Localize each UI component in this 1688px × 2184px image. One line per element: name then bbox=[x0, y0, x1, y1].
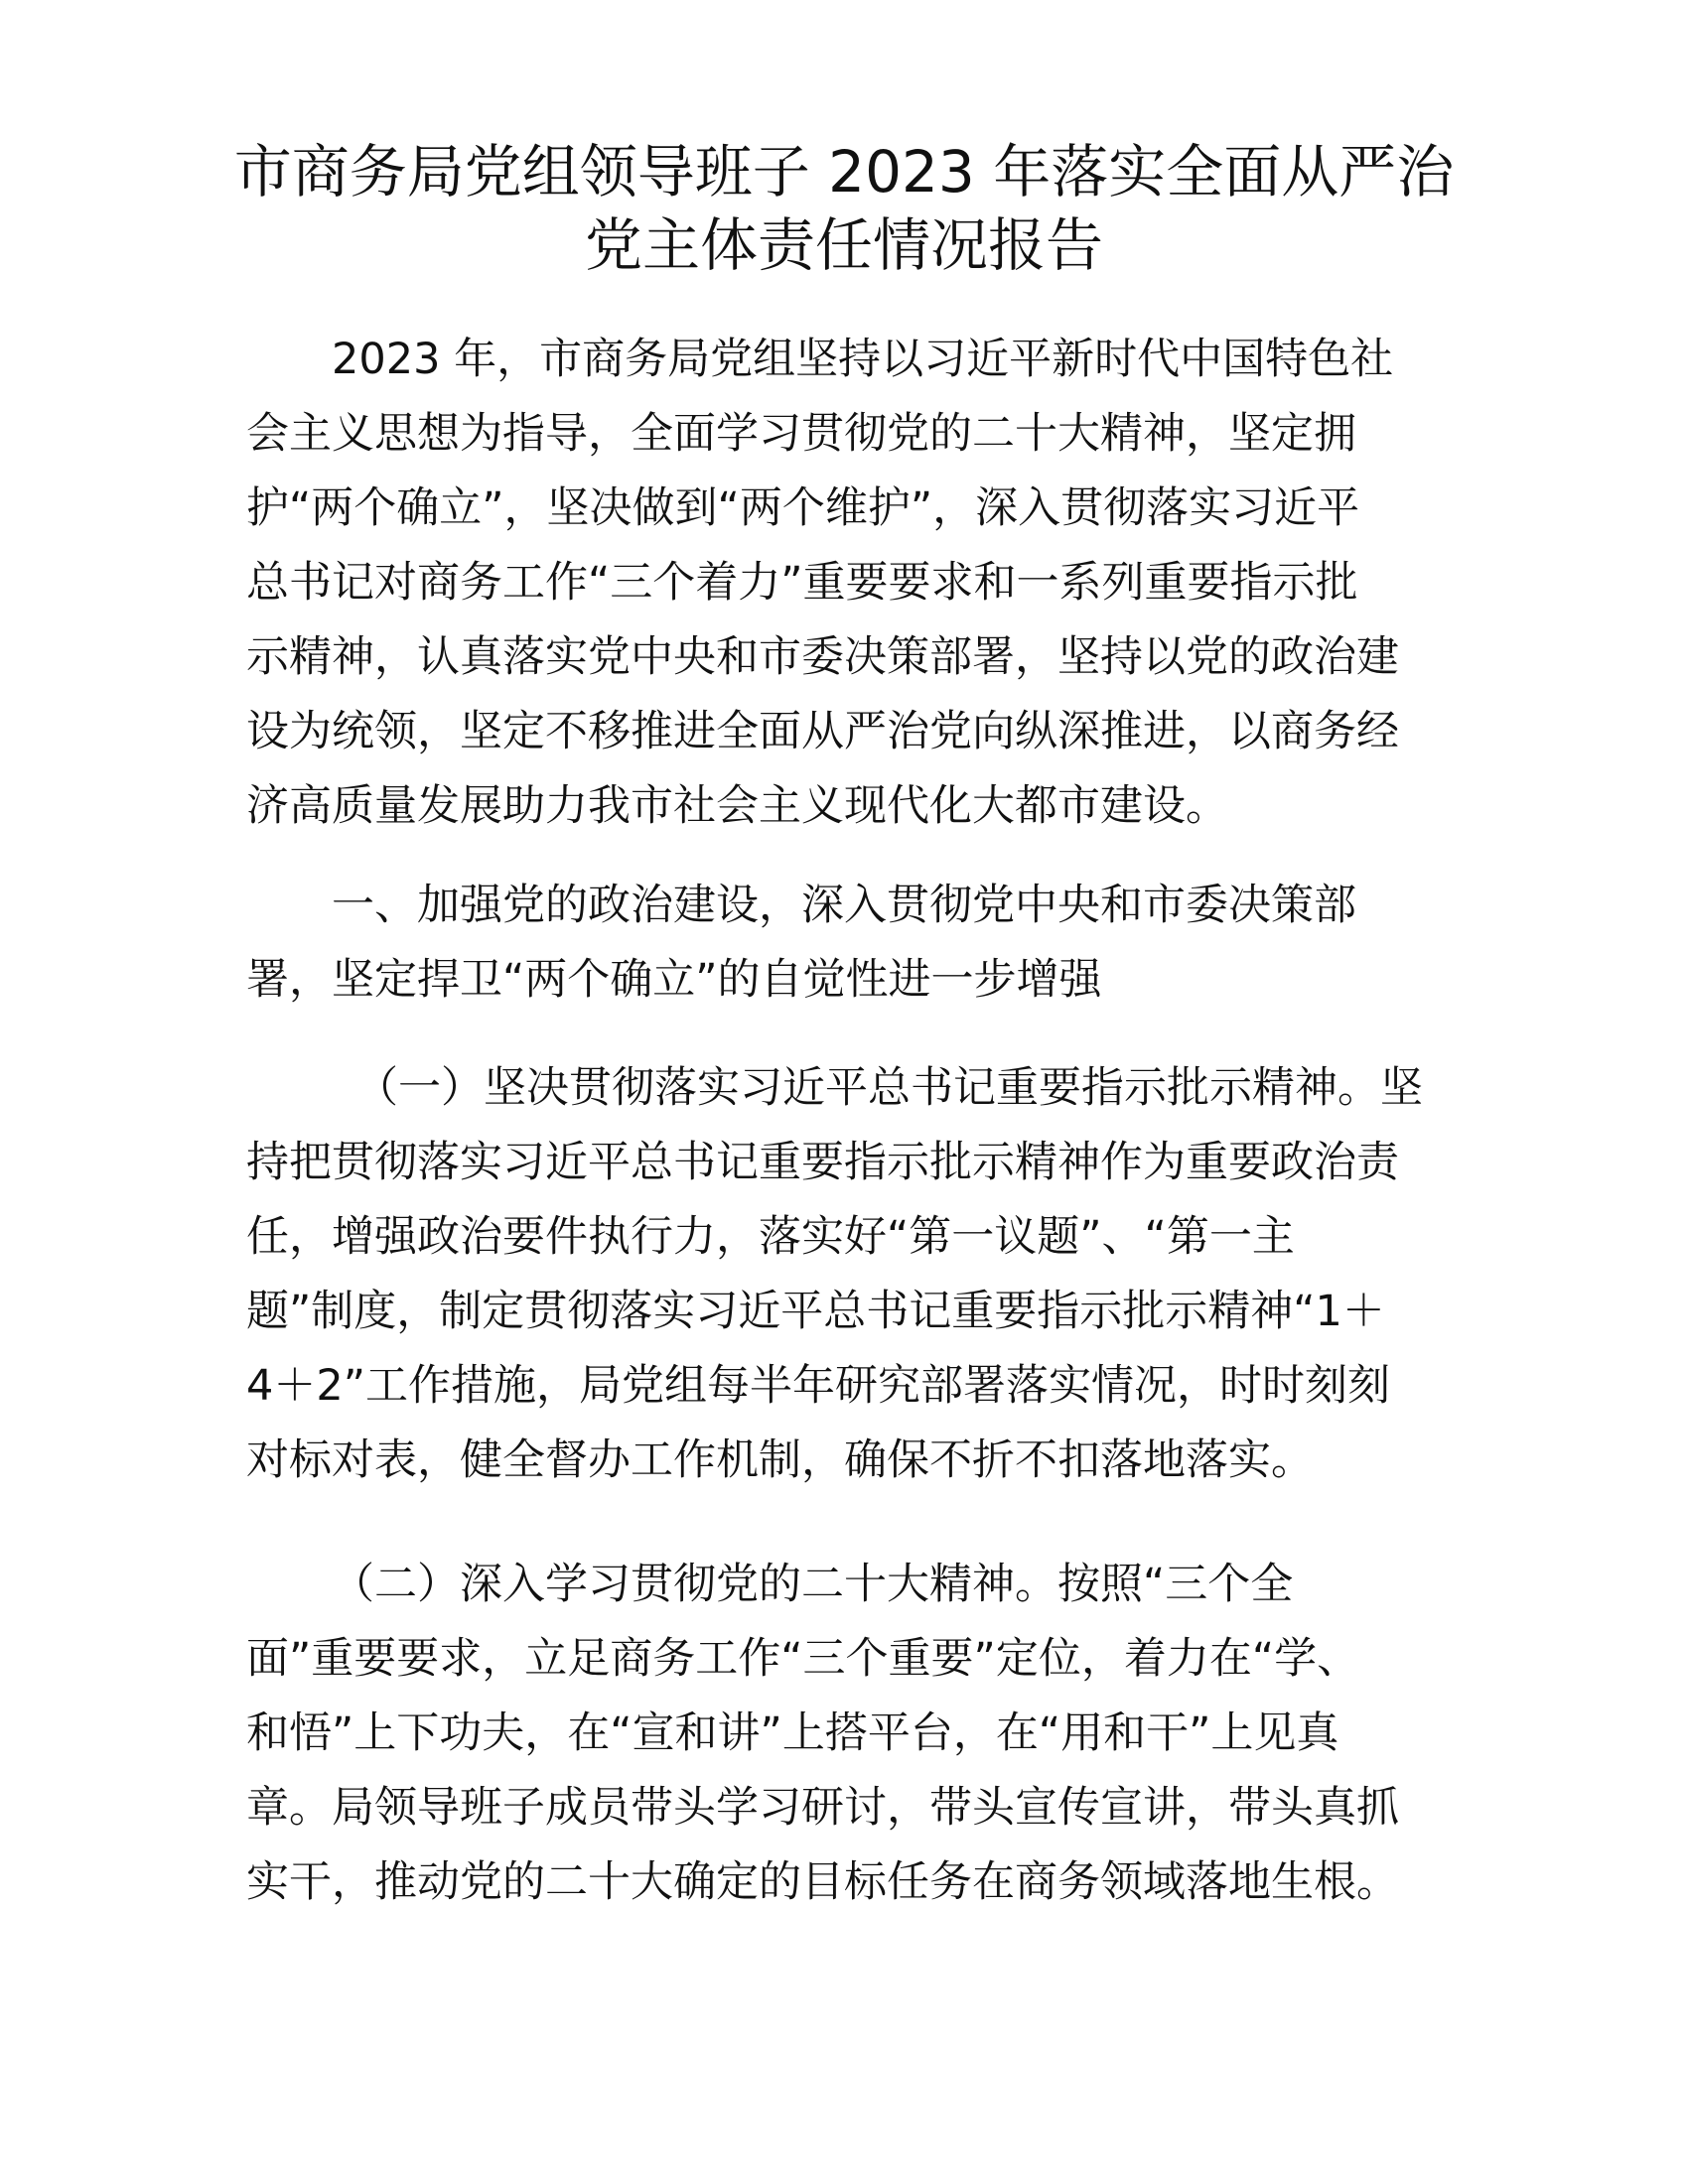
subsection-1-line-4: 题”制度，制定贯彻落实习近平总书记重要指示批示精神“1＋ bbox=[246, 1287, 1385, 1336]
section-1-heading-line-2: 署，坚定捍卫“两个确立”的自觉性进一步增强 bbox=[246, 955, 1102, 1005]
paragraph-1-line-4: 总书记对商务工作“三个着力”重要要求和一系列重要指示批 bbox=[246, 558, 1358, 608]
paragraph-1-line-6: 设为统领，坚定不移推进全面从严治党向纵深推进，以商务经 bbox=[246, 707, 1399, 756]
paragraph-1-line-5: 示精神，认真落实党中央和市委决策部署，坚持以党的政治建 bbox=[246, 632, 1399, 682]
subsection-2-line-2: 面”重要要求，立足商务工作“三个重要”定位，着力在“学、 bbox=[246, 1634, 1360, 1684]
subsection-1-line-3: 任，增强政治要件执行力，落实好“第一议题”、“第一主 bbox=[246, 1212, 1295, 1262]
paragraph-1-line-3: 护“两个确立”，坚决做到“两个维护”，深入贯彻落实习近平 bbox=[246, 483, 1360, 533]
document-title-line-2: 党主体责任情况报告 bbox=[584, 211, 1103, 279]
section-1-heading-line-1: 一、加强党的政治建设，深入贯彻党中央和市委决策部 bbox=[332, 881, 1356, 930]
subsection-2-line-3: 和悟”上下功夫，在“宣和讲”上搭平台，在“用和干”上见真 bbox=[246, 1708, 1339, 1758]
subsection-2-line-4: 章。局领导班子成员带头学习研讨，带头宣传宣讲，带头真抓 bbox=[246, 1783, 1399, 1833]
subsection-1-line-6: 对标对表，健全督办工作机制，确保不折不扣落地落实。 bbox=[246, 1435, 1314, 1485]
subsection-2-line-5: 实干，推动党的二十大确定的目标任务在商务领域落地生根。 bbox=[246, 1857, 1399, 1907]
paragraph-1-line-1: 2023 年，市商务局党组坚持以习近平新时代中国特色社 bbox=[332, 335, 1394, 384]
document-title-line-1: 市商务局党组领导班子 2023 年落实全面从严治 bbox=[233, 138, 1455, 205]
subsection-1-line-1: （一）坚决贯彻落实习近平总书记重要指示批示精神。坚 bbox=[355, 1063, 1423, 1113]
subsection-1-line-2: 持把贯彻落实习近平总书记重要指示批示精神作为重要政治责 bbox=[246, 1138, 1399, 1187]
paragraph-1-line-7: 济高质量发展助力我市社会主义现代化大都市建设。 bbox=[246, 781, 1228, 831]
subsection-1-line-5: 4＋2”工作措施，局党组每半年研究部署落实情况，时时刻刻 bbox=[246, 1361, 1390, 1411]
paragraph-1-line-2: 会主义思想为指导，全面学习贯彻党的二十大精神，坚定拥 bbox=[246, 409, 1356, 459]
subsection-2-line-1: （二）深入学习贯彻党的二十大精神。按照“三个全 bbox=[332, 1560, 1294, 1609]
